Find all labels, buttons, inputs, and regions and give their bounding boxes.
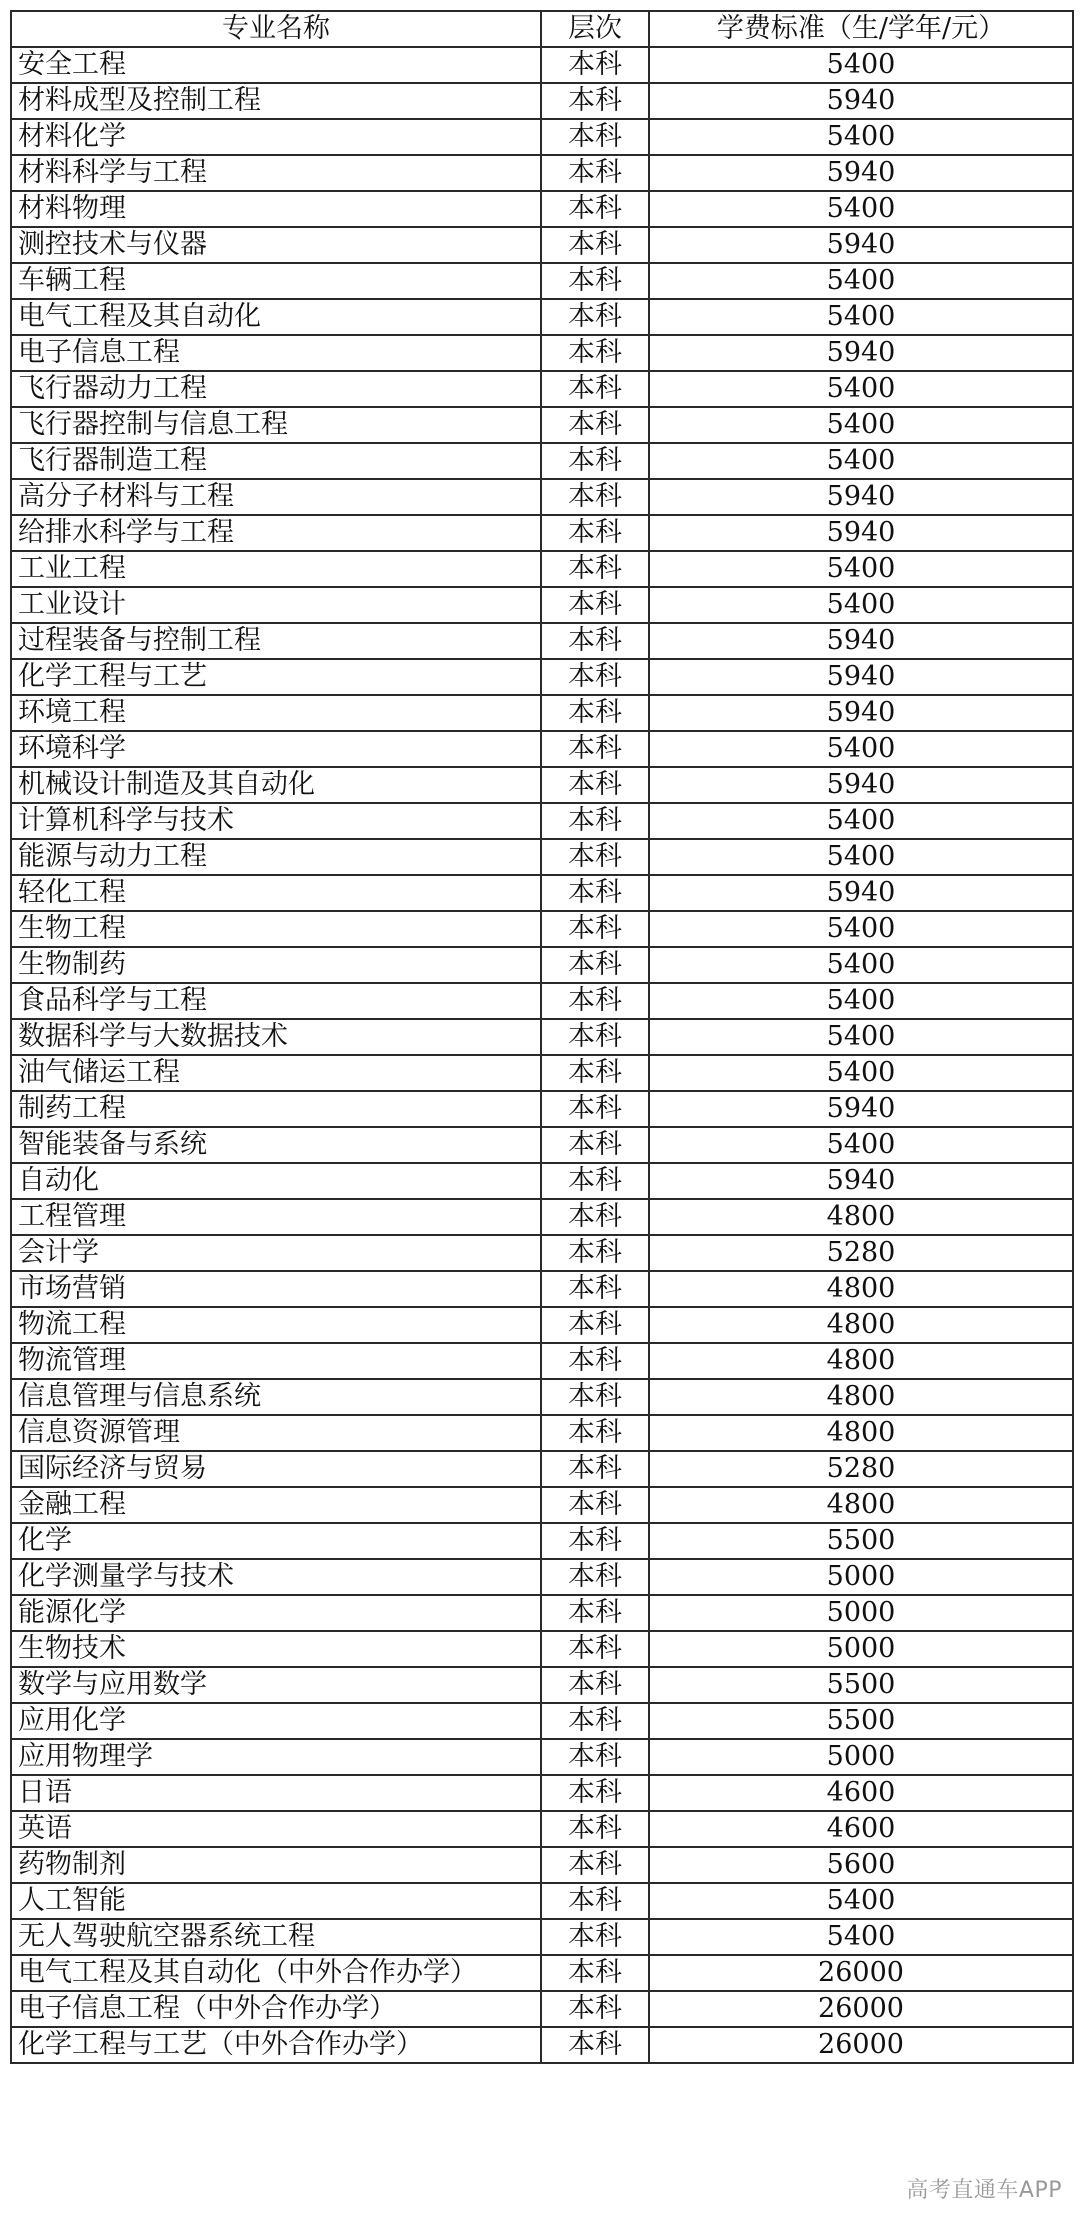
table-row <box>11 1775 1073 1811</box>
tuition-fee-cell: 26000 <box>649 2027 1073 2063</box>
tuition-fee-cell: 5940 <box>649 83 1073 119</box>
header-tuition-fee: 学费标准（生/学年/元） <box>649 11 1073 47</box>
table-row <box>11 1667 1073 1703</box>
table-row <box>11 839 1073 875</box>
tuition-fee-cell: 5940 <box>649 695 1073 731</box>
major-name-cell: 测控技术与仪器 <box>11 227 541 263</box>
table-row <box>11 1847 1073 1883</box>
table-row <box>11 83 1073 119</box>
tuition-fee-cell: 5400 <box>649 803 1073 839</box>
level-cell: 本科 <box>541 947 649 983</box>
tuition-fee-cell: 5940 <box>649 479 1073 515</box>
level-cell: 本科 <box>541 83 649 119</box>
level-cell: 本科 <box>541 1667 649 1703</box>
level-cell: 本科 <box>541 443 649 479</box>
major-name-cell: 轻化工程 <box>11 875 541 911</box>
tuition-fee-cell: 5940 <box>649 623 1073 659</box>
major-name-cell: 能源与动力工程 <box>11 839 541 875</box>
tuition-fee-cell: 5400 <box>649 911 1073 947</box>
table-row <box>11 875 1073 911</box>
tuition-fee-cell: 5940 <box>649 875 1073 911</box>
tuition-fee-cell: 4600 <box>649 1775 1073 1811</box>
major-name-cell: 制药工程 <box>11 1091 541 1127</box>
tuition-fee-cell: 4800 <box>649 1415 1073 1451</box>
tuition-fee-cell: 5500 <box>649 1667 1073 1703</box>
level-cell: 本科 <box>541 1739 649 1775</box>
level-cell: 本科 <box>541 551 649 587</box>
major-name-cell: 化学 <box>11 1523 541 1559</box>
table-row <box>11 1955 1073 1991</box>
table-row <box>11 767 1073 803</box>
table-row <box>11 551 1073 587</box>
tuition-fee-cell: 5280 <box>649 1235 1073 1271</box>
table-row <box>11 407 1073 443</box>
level-cell: 本科 <box>541 299 649 335</box>
level-cell: 本科 <box>541 659 649 695</box>
level-cell: 本科 <box>541 1595 649 1631</box>
tuition-fee-cell: 4600 <box>649 1811 1073 1847</box>
tuition-fee-cell: 5400 <box>649 1919 1073 1955</box>
table-row <box>11 443 1073 479</box>
table-row <box>11 1595 1073 1631</box>
major-name-cell: 给排水科学与工程 <box>11 515 541 551</box>
major-name-cell: 英语 <box>11 1811 541 1847</box>
major-name-cell: 电子信息工程 <box>11 335 541 371</box>
table-row <box>11 155 1073 191</box>
major-name-cell: 环境科学 <box>11 731 541 767</box>
table-row <box>11 335 1073 371</box>
major-name-cell: 自动化 <box>11 1163 541 1199</box>
level-cell: 本科 <box>541 731 649 767</box>
tuition-fee-cell: 5600 <box>649 1847 1073 1883</box>
tuition-fee-cell: 5400 <box>649 983 1073 1019</box>
level-cell: 本科 <box>541 515 649 551</box>
table-row <box>11 983 1073 1019</box>
level-cell: 本科 <box>541 1019 649 1055</box>
major-name-cell: 环境工程 <box>11 695 541 731</box>
header-row <box>11 11 1073 47</box>
major-name-cell: 人工智能 <box>11 1883 541 1919</box>
major-name-cell: 机械设计制造及其自动化 <box>11 767 541 803</box>
major-name-cell: 材料化学 <box>11 119 541 155</box>
tuition-fee-cell: 5000 <box>649 1739 1073 1775</box>
table-row <box>11 515 1073 551</box>
major-name-cell: 材料科学与工程 <box>11 155 541 191</box>
major-name-cell: 物流工程 <box>11 1307 541 1343</box>
level-cell: 本科 <box>541 839 649 875</box>
tuition-fee-cell: 26000 <box>649 1955 1073 1991</box>
major-name-cell: 会计学 <box>11 1235 541 1271</box>
level-cell: 本科 <box>541 1523 649 1559</box>
level-cell: 本科 <box>541 587 649 623</box>
tuition-fee-cell: 5400 <box>649 443 1073 479</box>
level-cell: 本科 <box>541 1415 649 1451</box>
table-row <box>11 1703 1073 1739</box>
level-cell: 本科 <box>541 263 649 299</box>
table-row <box>11 47 1073 83</box>
table-row <box>11 1631 1073 1667</box>
tuition-fee-cell: 5400 <box>649 731 1073 767</box>
level-cell: 本科 <box>541 1343 649 1379</box>
tuition-fee-cell: 5500 <box>649 1703 1073 1739</box>
table-row <box>11 1019 1073 1055</box>
table-row <box>11 1739 1073 1775</box>
level-cell: 本科 <box>541 335 649 371</box>
major-name-cell: 生物制药 <box>11 947 541 983</box>
major-name-cell: 食品科学与工程 <box>11 983 541 1019</box>
major-name-cell: 金融工程 <box>11 1487 541 1523</box>
tuition-fee-table <box>10 10 1074 2064</box>
tuition-fee-cell: 5400 <box>649 371 1073 407</box>
table-row <box>11 659 1073 695</box>
major-name-cell: 化学工程与工艺 <box>11 659 541 695</box>
major-name-cell: 过程装备与控制工程 <box>11 623 541 659</box>
level-cell: 本科 <box>541 1055 649 1091</box>
level-cell: 本科 <box>541 1811 649 1847</box>
tuition-fee-cell: 5400 <box>649 1055 1073 1091</box>
level-cell: 本科 <box>541 623 649 659</box>
tuition-fee-cell: 5400 <box>649 1883 1073 1919</box>
tuition-fee-cell: 5400 <box>649 587 1073 623</box>
tuition-fee-cell: 26000 <box>649 1991 1073 2027</box>
level-cell: 本科 <box>541 119 649 155</box>
level-cell: 本科 <box>541 911 649 947</box>
level-cell: 本科 <box>541 1379 649 1415</box>
table-row <box>11 1559 1073 1595</box>
table-body <box>11 47 1073 2063</box>
table-row <box>11 1235 1073 1271</box>
tuition-fee-cell: 5940 <box>649 1091 1073 1127</box>
tuition-fee-cell: 5940 <box>649 659 1073 695</box>
tuition-fee-cell: 5400 <box>649 551 1073 587</box>
tuition-fee-cell: 5940 <box>649 155 1073 191</box>
header-major-name: 专业名称 <box>11 11 541 47</box>
level-cell: 本科 <box>541 191 649 227</box>
table-row <box>11 1991 1073 2027</box>
major-name-cell: 能源化学 <box>11 1595 541 1631</box>
tuition-fee-cell: 5400 <box>649 119 1073 155</box>
tuition-fee-cell: 4800 <box>649 1379 1073 1415</box>
major-name-cell: 计算机科学与技术 <box>11 803 541 839</box>
table-row <box>11 1271 1073 1307</box>
major-name-cell: 安全工程 <box>11 47 541 83</box>
major-name-cell: 日语 <box>11 1775 541 1811</box>
tuition-fee-cell: 5400 <box>649 839 1073 875</box>
table-row <box>11 1883 1073 1919</box>
table-row <box>11 1415 1073 1451</box>
level-cell: 本科 <box>541 1235 649 1271</box>
major-name-cell: 车辆工程 <box>11 263 541 299</box>
table-row <box>11 803 1073 839</box>
tuition-fee-cell: 5940 <box>649 767 1073 803</box>
major-name-cell: 化学测量学与技术 <box>11 1559 541 1595</box>
table-row <box>11 227 1073 263</box>
table-row <box>11 1379 1073 1415</box>
major-name-cell: 材料成型及控制工程 <box>11 83 541 119</box>
tuition-fee-cell: 5940 <box>649 1163 1073 1199</box>
major-name-cell: 工程管理 <box>11 1199 541 1235</box>
level-cell: 本科 <box>541 1919 649 1955</box>
table-row <box>11 1055 1073 1091</box>
tuition-fee-cell: 5400 <box>649 263 1073 299</box>
major-name-cell: 物流管理 <box>11 1343 541 1379</box>
level-cell: 本科 <box>541 1559 649 1595</box>
level-cell: 本科 <box>541 1631 649 1667</box>
table-row <box>11 371 1073 407</box>
table-row <box>11 299 1073 335</box>
tuition-fee-cell: 5500 <box>649 1523 1073 1559</box>
table-row <box>11 1199 1073 1235</box>
major-name-cell: 高分子材料与工程 <box>11 479 541 515</box>
tuition-fee-cell: 5400 <box>649 1127 1073 1163</box>
major-name-cell: 生物工程 <box>11 911 541 947</box>
table-row <box>11 1919 1073 1955</box>
level-cell: 本科 <box>541 1991 649 2027</box>
tuition-fee-cell: 5940 <box>649 335 1073 371</box>
major-name-cell: 工业工程 <box>11 551 541 587</box>
tuition-fee-cell: 5940 <box>649 227 1073 263</box>
table-row <box>11 1451 1073 1487</box>
tuition-fee-cell: 4800 <box>649 1271 1073 1307</box>
tuition-fee-cell: 5400 <box>649 299 1073 335</box>
table-row <box>11 1523 1073 1559</box>
level-cell: 本科 <box>541 1091 649 1127</box>
level-cell: 本科 <box>541 1451 649 1487</box>
table-row <box>11 1091 1073 1127</box>
level-cell: 本科 <box>541 407 649 443</box>
level-cell: 本科 <box>541 1955 649 1991</box>
watermark-text: 高考直通车APP <box>906 2178 1062 2203</box>
major-name-cell: 无人驾驶航空器系统工程 <box>11 1919 541 1955</box>
tuition-fee-cell: 5280 <box>649 1451 1073 1487</box>
major-name-cell: 飞行器动力工程 <box>11 371 541 407</box>
major-name-cell: 生物技术 <box>11 1631 541 1667</box>
table-row <box>11 1127 1073 1163</box>
major-name-cell: 国际经济与贸易 <box>11 1451 541 1487</box>
table-row <box>11 1487 1073 1523</box>
table-row <box>11 1343 1073 1379</box>
level-cell: 本科 <box>541 1703 649 1739</box>
level-cell: 本科 <box>541 47 649 83</box>
major-name-cell: 数学与应用数学 <box>11 1667 541 1703</box>
tuition-fee-cell: 5400 <box>649 47 1073 83</box>
table-row <box>11 119 1073 155</box>
level-cell: 本科 <box>541 875 649 911</box>
tuition-fee-cell: 4800 <box>649 1199 1073 1235</box>
table-row <box>11 1811 1073 1847</box>
level-cell: 本科 <box>541 371 649 407</box>
level-cell: 本科 <box>541 227 649 263</box>
major-name-cell: 飞行器控制与信息工程 <box>11 407 541 443</box>
level-cell: 本科 <box>541 767 649 803</box>
table-row <box>11 695 1073 731</box>
major-name-cell: 电气工程及其自动化 <box>11 299 541 335</box>
level-cell: 本科 <box>541 803 649 839</box>
major-name-cell: 数据科学与大数据技术 <box>11 1019 541 1055</box>
table-row <box>11 479 1073 515</box>
major-name-cell: 智能装备与系统 <box>11 1127 541 1163</box>
major-name-cell: 应用物理学 <box>11 1739 541 1775</box>
level-cell: 本科 <box>541 1307 649 1343</box>
tuition-fee-cell: 5000 <box>649 1631 1073 1667</box>
tuition-fee-cell: 4800 <box>649 1487 1073 1523</box>
level-cell: 本科 <box>541 2027 649 2063</box>
major-name-cell: 市场营销 <box>11 1271 541 1307</box>
level-cell: 本科 <box>541 1775 649 1811</box>
level-cell: 本科 <box>541 1883 649 1919</box>
fee-table-container <box>10 10 1072 2064</box>
table-header <box>11 11 1073 47</box>
table-row <box>11 911 1073 947</box>
level-cell: 本科 <box>541 1487 649 1523</box>
level-cell: 本科 <box>541 1271 649 1307</box>
tuition-fee-cell: 5400 <box>649 407 1073 443</box>
tuition-fee-cell: 5000 <box>649 1595 1073 1631</box>
table-row <box>11 587 1073 623</box>
major-name-cell: 电气工程及其自动化（中外合作办学） <box>11 1955 541 1991</box>
table-row <box>11 731 1073 767</box>
table-row <box>11 1307 1073 1343</box>
table-row <box>11 263 1073 299</box>
major-name-cell: 电子信息工程（中外合作办学） <box>11 1991 541 2027</box>
major-name-cell: 应用化学 <box>11 1703 541 1739</box>
major-name-cell: 飞行器制造工程 <box>11 443 541 479</box>
tuition-fee-cell: 4800 <box>649 1307 1073 1343</box>
major-name-cell: 信息管理与信息系统 <box>11 1379 541 1415</box>
table-row <box>11 1163 1073 1199</box>
major-name-cell: 化学工程与工艺（中外合作办学） <box>11 2027 541 2063</box>
tuition-fee-cell: 5400 <box>649 191 1073 227</box>
major-name-cell: 油气储运工程 <box>11 1055 541 1091</box>
tuition-fee-cell: 5940 <box>649 515 1073 551</box>
level-cell: 本科 <box>541 983 649 1019</box>
major-name-cell: 材料物理 <box>11 191 541 227</box>
level-cell: 本科 <box>541 1127 649 1163</box>
major-name-cell: 信息资源管理 <box>11 1415 541 1451</box>
major-name-cell: 工业设计 <box>11 587 541 623</box>
table-row <box>11 2027 1073 2063</box>
table-row <box>11 623 1073 659</box>
table-row <box>11 947 1073 983</box>
level-cell: 本科 <box>541 1847 649 1883</box>
level-cell: 本科 <box>541 1199 649 1235</box>
level-cell: 本科 <box>541 695 649 731</box>
tuition-fee-cell: 4800 <box>649 1343 1073 1379</box>
tuition-fee-cell: 5000 <box>649 1559 1073 1595</box>
table-row <box>11 191 1073 227</box>
level-cell: 本科 <box>541 479 649 515</box>
tuition-fee-cell: 5400 <box>649 947 1073 983</box>
header-level: 层次 <box>541 11 649 47</box>
level-cell: 本科 <box>541 1163 649 1199</box>
level-cell: 本科 <box>541 155 649 191</box>
major-name-cell: 药物制剂 <box>11 1847 541 1883</box>
tuition-fee-cell: 5400 <box>649 1019 1073 1055</box>
